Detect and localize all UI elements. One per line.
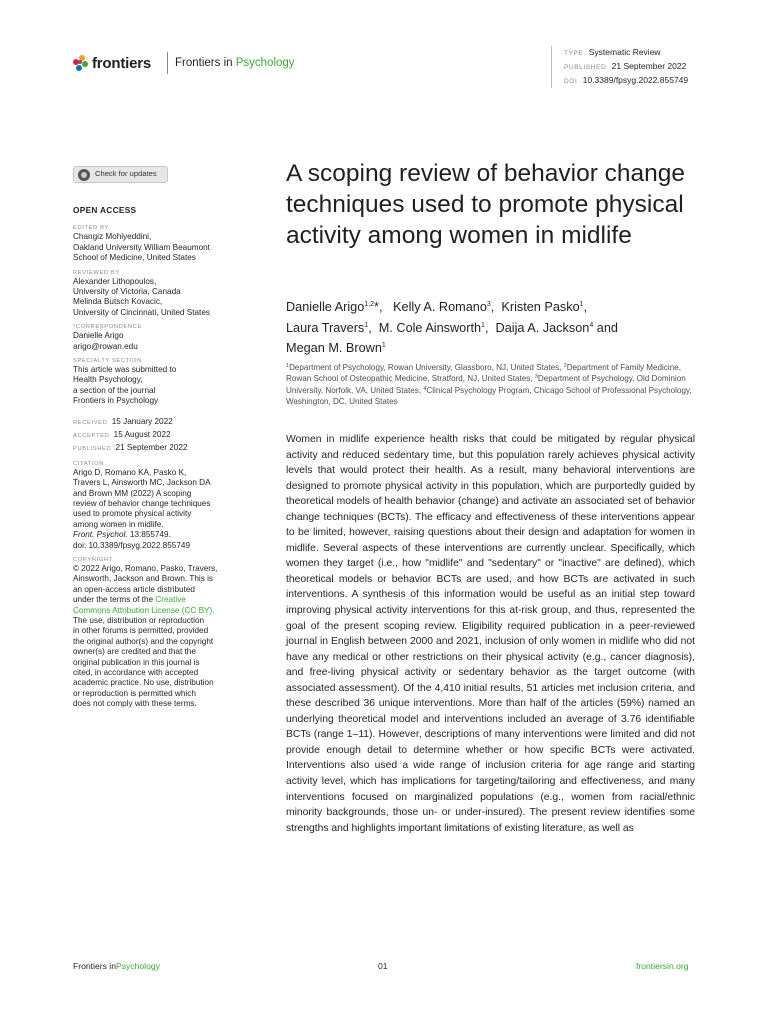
citation-label: CITATION [73, 460, 104, 467]
author-name: Daija A. Jackson [495, 320, 590, 335]
logo-text: frontiers [92, 54, 152, 72]
copyright [73, 556, 263, 710]
date-received-value: 15 January 2022 [111, 416, 173, 426]
citation-line: used to promote physical activity [73, 509, 192, 519]
journal-prefix: Frontiers in [175, 57, 233, 69]
check-updates-icon [78, 169, 90, 181]
correspondence-email[interactable]: arigo@rowan.edu [73, 341, 138, 351]
meta-type [564, 46, 688, 60]
meta-doi [564, 74, 688, 88]
footer-journal-field: Psychology [115, 961, 160, 971]
reviewed-by-line: Melinda Butsch Kovacic, [73, 297, 163, 307]
author-affiliation-sup: 1 [579, 301, 584, 308]
specialty-section [73, 357, 263, 407]
author-name: M. Cole Ainsworth [378, 320, 482, 335]
date-published [73, 442, 263, 455]
date-accepted-label: ACCEPTED [73, 432, 110, 439]
copyright-line: an open-access article distributed [73, 584, 195, 594]
frontiers-logo[interactable] [73, 54, 151, 72]
copyright-line: © 2022 Arigo, Romano, Pasko, Travers, [73, 563, 218, 573]
citation [73, 460, 263, 551]
date-received-label: RECEIVED [73, 419, 108, 426]
author-separator: , [484, 320, 492, 335]
specialty-line: Health Psychology, [73, 375, 143, 385]
author-name: Kristen Pasko [501, 300, 580, 314]
specialty-line: Frontiers in Psychology [73, 396, 159, 406]
date-published-label: PUBLISHED [73, 445, 112, 452]
article-title: A scoping review of behavior change techniques used to promote physical activity among women in midlife [286, 160, 686, 249]
copyright-line: in other forums is permitted, provided [73, 626, 209, 636]
author-separator: , [490, 300, 498, 314]
affiliation-sup: 2 [563, 363, 567, 369]
citation-line: review of behavior change techniques [73, 498, 211, 508]
affiliation-text: Clinical Psychology Program, Chicago School of Professional Psychology, Washington, DC, United States [286, 385, 692, 406]
reviewed-by-line: University of Cincinnati, United States [73, 307, 210, 317]
copyright-line: The use, distribution or reproduction [73, 615, 205, 625]
article-sidebar [73, 166, 263, 710]
author[interactable] [393, 300, 491, 314]
meta-published-value: 21 September 2022 [611, 61, 687, 71]
author[interactable] [501, 300, 583, 314]
affiliation-sup: 4 [423, 385, 427, 392]
citation-line: Arigo D, Romano KA, Pasko K, [73, 467, 187, 477]
specialty-line: This article was submitted to [73, 365, 177, 375]
correspondence-label: *CORRESPONDENCE [73, 324, 142, 331]
affiliations [286, 362, 706, 407]
date-accepted [73, 429, 263, 442]
edited-by [73, 224, 263, 263]
copyright-license-line [73, 595, 263, 605]
copyright-line: original publication in this journal is [73, 657, 200, 667]
copyright-line: cited, in accordance with accepted [73, 668, 199, 677]
author-affiliation-sup: 1 [381, 342, 386, 349]
reviewed-by [73, 269, 263, 319]
author[interactable] [286, 341, 386, 355]
edited-by-label: EDITED BY [73, 225, 110, 232]
open-access-label: OPEN ACCESS [73, 205, 137, 215]
author-affiliation-sup: 1 [481, 321, 485, 329]
copyright-label: COPYRIGHT [73, 556, 113, 563]
author-name: Megan M. Brown [286, 341, 382, 355]
meta-type-value: Systematic Review [588, 47, 661, 57]
copyright-line: academic practice. No use, distribution [73, 678, 214, 688]
footer-journal[interactable] [73, 961, 160, 971]
meta-published [564, 60, 688, 74]
author-separator: , [368, 320, 376, 335]
author-list [286, 297, 706, 359]
license-prefix: under the terms of the [73, 595, 156, 605]
affiliation-text: Department of Psychology, Rowan University, Glassboro, NJ, United States, [289, 363, 564, 372]
author-name: Danielle Arigo [286, 300, 365, 314]
author[interactable] [286, 321, 368, 335]
check-updates-label: Check for updates [95, 169, 157, 179]
citation-line: Travers L, Ainsworth MC, Jackson DA [73, 478, 211, 488]
copyright-line: the original author(s) and the copyright [73, 636, 214, 646]
footer-journal-prefix: Frontiers in [73, 961, 116, 971]
specialty-line: a section of the journal [73, 385, 156, 395]
citation-doi[interactable]: doi: 10.3389/fpsyg.2022.855749 [73, 540, 190, 550]
correspondence [73, 323, 263, 352]
edited-by-line: Changiz Mohiyeddini, [73, 232, 152, 242]
author-name: Kelly A. Romano [393, 300, 487, 314]
reviewed-by-line: University of Victoria, Canada [73, 287, 181, 297]
abstract: Women in midlife experience health risks that could be mitigated by regular physical activity and reduced sedentary time, but this population rarely achieves physical activity levels that would protect their health. As a result, many behavioral interventions are designed to promote physical activity in this population, which are purportedly guided by theoretical models of health behavior (change) and activate an associated set of behavior change techniques (BCTs). The efficacy and effectiveness of these interventions appear to be limited, however, raising questions about their design and adaptation for women in midlife. Several aspects of these interventions are currently unclear. Specifically, which women they target (i.e., how "midlife" and "sedentary" or "inactive" are defined), which theoretical models or behavior BCTs are used, and how BCTs are activated in such interventions. A synthesis of this information would be useful as an initial step toward improving physical activity interventions for this at-risk group, and thus, represented the goal of the present scoping review. Eligibility required publication in a peer-reviewed journal in English between 2000 and 2021, inclusion of only women in midlife who did not have any medical or other restrictions on their physical activity (e.g., cancer diagnosis), and free-living physical activity or sedentary behavior as the target outcome (with associated assessment). Of the 4,410 initial results, 51 articles met inclusion criteria, and these described 36 unique interventions. More than half of the articles (59%) named an underlying theoretical model and interventions included an average of 3.76 identifiable BCTs (range 1–11). However, descriptions of many interventions were limited and did not provide enough detail to determine whether or how specific BCTs were activated. Interventions also used a wide range of inclusion criteria for age range and starting activity level, which has implications for targeting/tailoring and effectiveness, and many interventions focused on marginalized populations (e.g., women from racial/ethnic minority backgrounds, those un- or under-insured). The present review identifies some strengths and highlights important limitations of existing literature, as well as [286, 434, 695, 834]
author-separator: , [378, 300, 390, 314]
article-dates [73, 416, 263, 455]
affiliation-text: Department of Psychology, Old Dominion University, Norfolk, VA, United States, [286, 374, 686, 395]
journal-field: Psychology [235, 57, 295, 69]
date-published-value: 21 September 2022 [115, 442, 188, 452]
corresponding-mark: * [374, 300, 379, 314]
license-link[interactable]: Commons Attribution License (CC BY). [73, 605, 215, 615]
meta-doi-value[interactable]: 10.3389/fpsyg.2022.855749 [582, 75, 689, 85]
copyright-line: Ainsworth, Jackson and Brown. This is [73, 574, 214, 584]
journal-name[interactable] [175, 57, 295, 69]
edited-by-line: School of Medicine, United States [73, 253, 196, 263]
header-divider [167, 52, 168, 74]
citation-journal-volume: 13:855749. [127, 530, 171, 540]
citation-line: among women in midlife. [73, 519, 164, 529]
copyright-line: owner(s) are credited and that the [73, 647, 196, 657]
reviewed-by-line: Alexander Lithopoulos, [73, 276, 157, 286]
author-name: Laura Travers [286, 320, 365, 335]
copyright-line: or reproduction is permitted which [73, 688, 196, 698]
license-link[interactable]: Creative [155, 595, 186, 605]
copyright-line: does not comply with these terms. [73, 699, 197, 709]
footer-site-link[interactable]: frontiersin.org [636, 961, 689, 971]
citation-line: and Brown MM (2022) A scoping [73, 488, 192, 498]
check-updates-button[interactable] [73, 166, 168, 183]
page-number: 01 [378, 961, 388, 971]
citation-journal-name: Front. Psychol. [73, 530, 128, 540]
meta-doi-label: DOI [564, 78, 578, 85]
reviewed-by-label: REVIEWED BY [73, 269, 120, 276]
article-meta [551, 46, 688, 88]
author-affiliation-sup: 3 [486, 301, 491, 308]
author-affiliation-sup: 1,2 [364, 301, 375, 308]
affiliation-sup: 3 [534, 374, 538, 381]
meta-type-label: TYPE [564, 50, 584, 57]
author[interactable] [286, 300, 379, 314]
affiliation-sup: 1 [286, 363, 290, 369]
edited-by-line: Oakland University William Beaumont [73, 242, 210, 252]
meta-published-label: PUBLISHED [564, 64, 607, 71]
author[interactable] [379, 321, 485, 335]
specialty-section-label: SPECIALTY SECTION [73, 358, 142, 365]
frontiers-logo-icon [73, 54, 89, 72]
correspondence-name: Danielle Arigo [73, 331, 124, 341]
citation-journal [73, 530, 263, 540]
author-separator: and [593, 320, 618, 335]
affiliation-text: Department of Family Medicine, Rowan School of Osteopathic Medicine, Stratford, NJ, United States, [286, 363, 681, 384]
author-affiliation-sup: 1 [364, 321, 369, 329]
author-separator: , [583, 300, 588, 314]
date-accepted-value: 15 August 2022 [113, 429, 171, 439]
author-affiliation-sup: 4 [589, 321, 594, 329]
author[interactable] [496, 321, 594, 335]
date-received [73, 416, 263, 429]
